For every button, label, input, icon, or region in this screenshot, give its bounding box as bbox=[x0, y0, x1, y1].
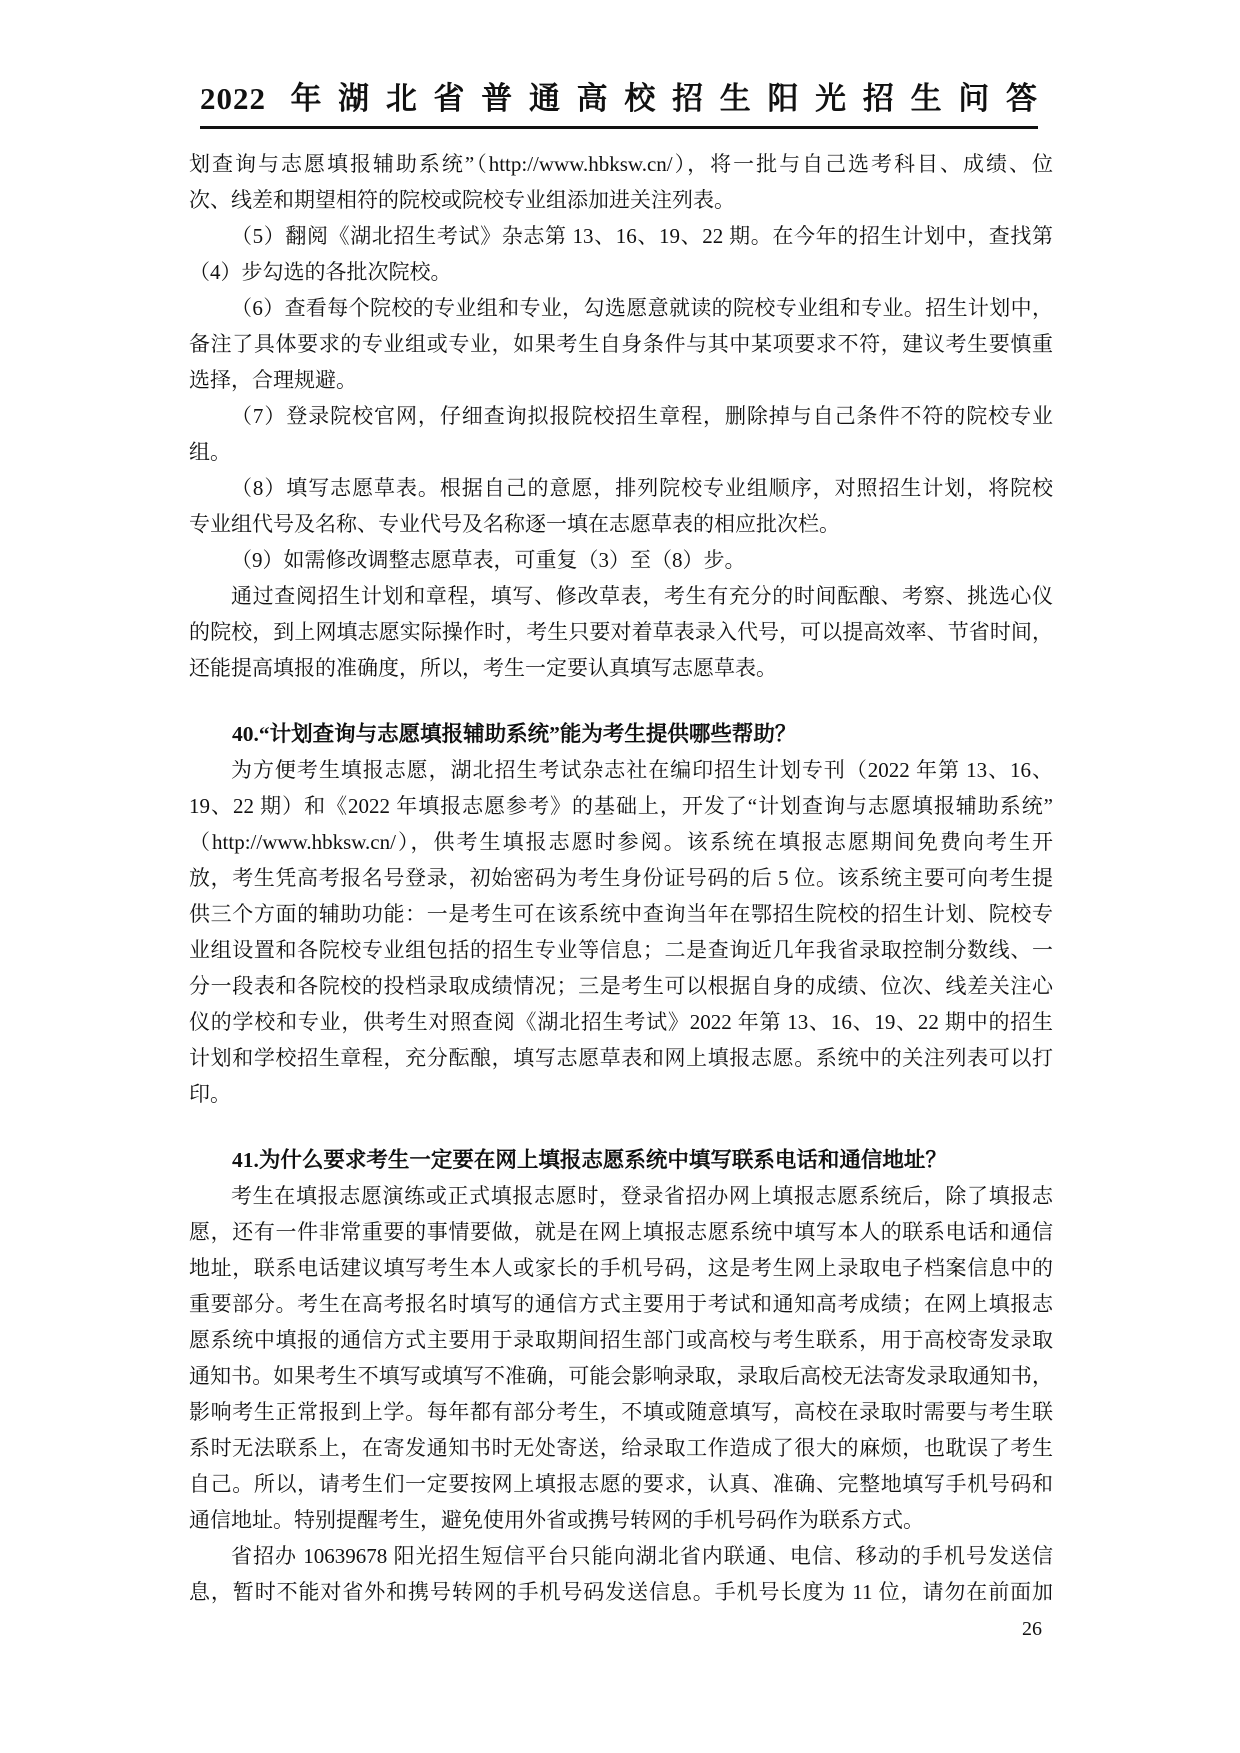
text-line: （8）填写志愿草表。根据自己的意愿，排列院校专业组顺序，对照招生计划，将院校 bbox=[231, 476, 1053, 500]
text-line: 的院校，到上网填志愿实际操作时，考生只要对着草表录入代号，可以提高效率、节省时间， bbox=[189, 620, 1053, 644]
text-line: 为方便考生填报志愿，湖北招生考试杂志社在编印招生计划专刊（2022 年第 13、16、 bbox=[231, 758, 1053, 782]
text-line: 通过查阅招生计划和章程，填写、修改草表，考生有充分的时间酝酿、考察、挑选心仪 bbox=[231, 584, 1053, 608]
text-line: 选择，合理规避。 bbox=[189, 368, 357, 392]
text-line: 分一段表和各院校的投档录取成绩情况；三是考生可以根据自身的成绩、位次、线差关注心 bbox=[189, 974, 1053, 998]
text-line: 供三个方面的辅助功能：一是考生可在该系统中查询当年在鄂招生院校的招生计划、院校专 bbox=[189, 902, 1053, 926]
text-line: 组。 bbox=[189, 440, 231, 464]
text-line: 19、22 期）和《2022 年填报志愿参考》的基础上，开发了“计划查询与志愿填报辅助系统” bbox=[189, 794, 1053, 818]
text-line: 息，暂时不能对省外和携号转网的手机号码发送信息。手机号长度为 11 位，请勿在前面加 bbox=[189, 1580, 1053, 1604]
text-line: 考生在填报志愿演练或正式填报志愿时，登录省招办网上填报志愿系统后，除了填报志 bbox=[231, 1184, 1053, 1208]
text-line: （6）查看每个院校的专业组和专业，勾选愿意就读的院校专业组和专业。招生计划中， bbox=[231, 296, 1053, 320]
text-line: 计划和学校招生章程，充分酝酿，填写志愿草表和网上填报志愿。系统中的关注列表可以打 bbox=[189, 1046, 1053, 1070]
text-line: 印。 bbox=[189, 1082, 231, 1106]
text-line: 愿，还有一件非常重要的事情要做，就是在网上填报志愿系统中填写本人的联系电话和通信 bbox=[189, 1220, 1053, 1244]
text-line: 专业组代号及名称、专业代号及名称逐一填在志愿草表的相应批次栏。 bbox=[189, 512, 840, 536]
document-body bbox=[189, 146, 1053, 1610]
text-line: 地址，联系电话建议填写考生本人或家长的手机号码，这是考生网上录取电子档案信息中的 bbox=[189, 1256, 1053, 1280]
text-line: 通知书。如果考生不填写或填写不准确，可能会影响录取，录取后高校无法寄发录取通知书， bbox=[189, 1364, 1053, 1388]
text-line: （5）翻阅《湖北招生考试》杂志第 13、16、19、22 期。在今年的招生计划中，查找第 bbox=[231, 224, 1053, 248]
text-line: 自己。所以，请考生们一定要按网上填报志愿的要求，认真、准确、完整地填写手机号码和 bbox=[189, 1472, 1053, 1496]
text-line: 愿系统中填报的通信方式主要用于录取期间招生部门或高校与考生联系，用于高校寄发录取 bbox=[189, 1328, 1053, 1352]
text-line: （4）步勾选的各批次院校。 bbox=[189, 260, 452, 284]
text-line: 系时无法联系上，在寄发通知书时无处寄送，给录取工作造成了很大的麻烦，也耽误了考生 bbox=[189, 1436, 1053, 1460]
text-line: 划查询与志愿填报辅助系统”（http://www.hbksw.cn/），将一批与自己选考科目、成绩、位 bbox=[189, 152, 1053, 176]
page-title: 2022 年湖北省普通高校招生阳光招生问答 bbox=[200, 80, 1038, 129]
text-line: （7）登录院校官网，仔细查询拟报院校招生章程，删除掉与自己条件不符的院校专业 bbox=[231, 404, 1053, 428]
text-line: 仪的学校和专业，供考生对照查阅《湖北招生考试》2022 年第 13、16、19、22 期中的招生 bbox=[189, 1010, 1053, 1034]
text-line: 放，考生凭高考报名号登录，初始密码为考生身份证号码的后 5 位。该系统主要可向考生提 bbox=[189, 866, 1053, 890]
page-number: 26 bbox=[1022, 1618, 1042, 1640]
text-line: 还能提高填报的准确度，所以，考生一定要认真填写志愿草表。 bbox=[189, 656, 777, 680]
question-41-heading: 41.为什么要求考生一定要在网上填报志愿系统中填写联系电话和通信地址？ bbox=[232, 1148, 947, 1172]
text-line: 业组设置和各院校专业组包括的招生专业等信息；二是查询近几年我省录取控制分数线、一 bbox=[189, 938, 1053, 962]
text-line: 次、线差和期望相符的院校或院校专业组添加进关注列表。 bbox=[189, 188, 735, 212]
text-line: 备注了具体要求的专业组或专业，如果考生自身条件与其中某项要求不符，建议考生要慎重 bbox=[189, 332, 1053, 356]
text-line: （http://www.hbksw.cn/），供考生填报志愿时参阅。该系统在填报志愿期间免费向考生开 bbox=[189, 830, 1053, 854]
text-line: （9）如需修改调整志愿草表，可重复（3）至（8）步。 bbox=[231, 548, 746, 572]
text-line: 影响考生正常报到上学。每年都有部分考生，不填或随意填写，高校在录取时需要与考生联 bbox=[189, 1400, 1053, 1424]
text-line: 省招办 10639678 阳光招生短信平台只能向湖北省内联通、电信、移动的手机号发送信 bbox=[231, 1544, 1053, 1568]
text-line: 重要部分。考生在高考报名时填写的通信方式主要用于考试和通知高考成绩；在网上填报志 bbox=[189, 1292, 1053, 1316]
question-40-heading: 40.“计划查询与志愿填报辅助系统”能为考生提供哪些帮助？ bbox=[232, 722, 797, 746]
text-line: 通信地址。特别提醒考生，避免使用外省或携号转网的手机号码作为联系方式。 bbox=[189, 1508, 924, 1532]
